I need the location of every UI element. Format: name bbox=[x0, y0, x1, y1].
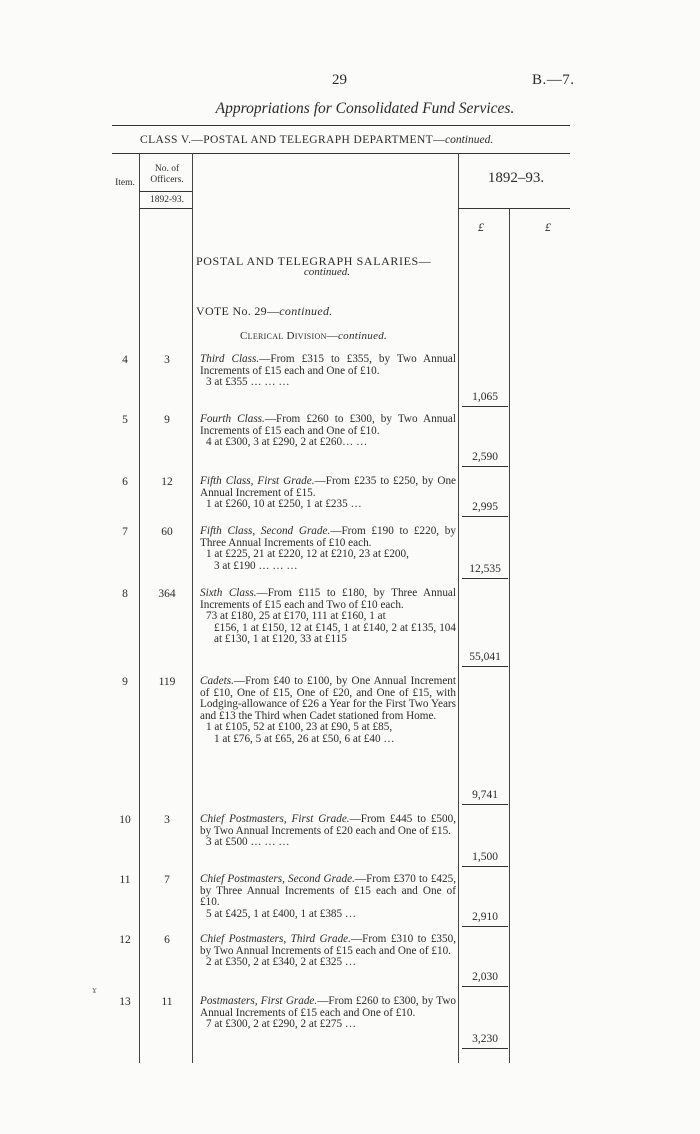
grade-terms: —From £315 to £355, by Two Annual Increments of £15 each and One of £10. bbox=[200, 353, 456, 377]
grade-title: Fifth Class, Second Grade. bbox=[200, 525, 331, 537]
officer-count: 60 bbox=[161, 526, 173, 538]
vote-continued: continued. bbox=[279, 304, 333, 318]
grade-terms: —From £115 to £180, by Three Annual Increments of £15 each and Two of £10 each. bbox=[200, 587, 456, 611]
item-number: 12 bbox=[119, 934, 131, 946]
division-label: Clerical Division— bbox=[240, 330, 338, 342]
amount-rule bbox=[462, 866, 508, 867]
amount-rule bbox=[462, 1048, 508, 1049]
col-line-description bbox=[458, 153, 459, 1063]
class-rule bbox=[112, 153, 570, 154]
row-amount: 3,230 bbox=[472, 1033, 498, 1045]
salary-calculation: 73 at £180, 25 at £170, 111 at £160, 1 at bbox=[206, 610, 386, 622]
salary-calculation-cont: 1 at £76, 5 at £65, 26 at £50, 6 at £40 … bbox=[214, 732, 395, 745]
grade-title: Fifth Class, First Grade. bbox=[200, 475, 315, 487]
officers-year-header: 1892-93. bbox=[149, 195, 185, 205]
item-description bbox=[200, 874, 456, 920]
item-number: 5 bbox=[122, 414, 128, 426]
officer-count: 11 bbox=[161, 996, 173, 1008]
document-reference: B.—7. bbox=[532, 72, 575, 88]
class-line bbox=[140, 134, 493, 146]
grade-title: Chief Postmasters, Third Grade. bbox=[200, 933, 351, 945]
row-amount: 2,995 bbox=[472, 501, 498, 513]
item-description bbox=[200, 354, 456, 389]
salary-calculation: 2 at £350, 2 at £340, 2 at £325 … bbox=[206, 956, 357, 968]
currency-left: £ bbox=[478, 220, 484, 234]
salary-calculation: 7 at £300, 2 at £290, 2 at £275 … bbox=[206, 1018, 357, 1030]
col-line-item bbox=[139, 153, 140, 1063]
amount-rule bbox=[462, 516, 508, 517]
officer-count: 364 bbox=[158, 588, 176, 600]
item-number: 13 bbox=[119, 996, 131, 1008]
page-number: 29 bbox=[332, 72, 347, 88]
officer-count: 7 bbox=[164, 874, 170, 886]
salary-calculation: 3 at £500 … … … bbox=[206, 836, 290, 848]
row-amount: 1,500 bbox=[472, 851, 498, 863]
item-number: 10 bbox=[119, 814, 131, 826]
officer-count: 6 bbox=[164, 934, 170, 946]
grade-terms: —From £310 to £350, by Two Annual Increments of £15 each and One of £10. bbox=[200, 933, 456, 957]
amount-rule bbox=[462, 986, 508, 987]
division-continued: continued. bbox=[337, 330, 388, 342]
item-description bbox=[200, 476, 456, 511]
item-description bbox=[200, 996, 456, 1031]
amount-rule bbox=[462, 466, 508, 467]
item-number: 9 bbox=[122, 676, 128, 688]
amount-rule bbox=[462, 926, 508, 927]
grade-terms: —From £445 to £500, by Two Annual Increments of £20 each and One of £15. bbox=[200, 813, 456, 837]
margin-mark: ɤ bbox=[92, 984, 97, 996]
salary-calculation: 1 at £105, 52 at £100, 23 at £90, 5 at £85, bbox=[206, 721, 393, 733]
salary-calculation: 4 at £300, 3 at £290, 2 at £260… … bbox=[206, 436, 368, 448]
col-line-amount bbox=[509, 208, 510, 1063]
grade-terms: —From £260 to £300, by Two Annual Increments of £15 each and One of £10. bbox=[200, 413, 456, 437]
item-number: 6 bbox=[122, 476, 128, 488]
grade-title: Chief Postmasters, Second Grade. bbox=[200, 873, 355, 885]
grade-title: Fourth Class. bbox=[200, 413, 265, 425]
grade-title: Third Class. bbox=[200, 353, 260, 365]
salary-calculation-cont: 3 at £190 … … … bbox=[214, 559, 298, 572]
class-line-continued: continued. bbox=[445, 134, 494, 146]
item-header: Item. bbox=[115, 178, 135, 188]
grade-terms: —From £190 to £220, by Three Annual Increments of £10 each. bbox=[200, 525, 456, 549]
grade-title: Postmasters, First Grade. bbox=[200, 995, 318, 1007]
year-rule bbox=[458, 208, 570, 209]
amount-rule bbox=[462, 406, 508, 407]
vote-heading bbox=[196, 304, 333, 319]
grade-title: Chief Postmasters, First Grade. bbox=[200, 813, 350, 825]
officers-bottom-rule bbox=[139, 208, 192, 209]
item-number: 8 bbox=[122, 588, 128, 600]
salary-calculation: 1 at £225, 21 at £220, 12 at £210, 23 at £200, bbox=[206, 548, 409, 560]
section-heading-continued: continued. bbox=[303, 266, 351, 278]
grade-terms: —From £40 to £100, by One Annual Increment of £10, One of £15, One of £20, and One of £15, with Lodging-allowance of £26 a Year for the First Two Years and £13 the Third when Cadet stationed from Home. bbox=[200, 675, 456, 722]
division-heading bbox=[240, 330, 387, 342]
row-amount: 2,030 bbox=[472, 971, 498, 983]
grade-title: Cadets. bbox=[200, 675, 234, 687]
grade-terms: —From £370 to £425, by Three Annual Increments of £15 each and One of £10. bbox=[200, 873, 456, 908]
item-description bbox=[200, 414, 456, 449]
item-description bbox=[200, 588, 456, 646]
section-heading: POSTAL AND TELEGRAPH SALARIES— bbox=[196, 254, 432, 268]
officers-subrule bbox=[139, 191, 192, 192]
row-amount: 55,041 bbox=[469, 651, 501, 663]
amount-rule bbox=[462, 804, 508, 805]
item-description bbox=[200, 814, 456, 849]
salary-calculation: 3 at £355 … … … bbox=[206, 376, 290, 388]
officers-header: No. of Officers. bbox=[150, 164, 184, 185]
item-description bbox=[200, 934, 456, 969]
amount-rule bbox=[462, 578, 508, 579]
row-amount: 1,065 bbox=[472, 391, 498, 403]
top-rule bbox=[112, 125, 570, 126]
salary-calculation: 5 at £425, 1 at £400, 1 at £385 … bbox=[206, 907, 357, 920]
grade-terms: —From £260 to £300, by Two Annual Increments of £15 each and One of £10. bbox=[200, 995, 456, 1019]
officer-count: 12 bbox=[161, 476, 173, 488]
currency-right: £ bbox=[545, 220, 551, 234]
financial-year-header: 1892–93. bbox=[487, 170, 545, 186]
officer-count: 119 bbox=[158, 676, 176, 688]
grade-title: Sixth Class. bbox=[200, 587, 257, 599]
item-number: 7 bbox=[122, 526, 128, 538]
page-subtitle: Appropriations for Consolidated Fund Services. bbox=[215, 100, 515, 117]
salary-calculation-cont: £156, 1 at £150, 12 at £145, 1 at £140, 2 at £135, 104 at £130, 1 at £120, 33 at £115 bbox=[214, 621, 456, 645]
row-amount: 9,741 bbox=[472, 789, 498, 801]
officer-count: 9 bbox=[164, 414, 170, 426]
item-number: 11 bbox=[119, 874, 131, 886]
row-amount: 12,535 bbox=[469, 563, 501, 575]
row-amount: 2,590 bbox=[472, 451, 498, 463]
officer-count: 3 bbox=[164, 354, 170, 366]
vote-label: VOTE No. 29— bbox=[196, 304, 280, 318]
amount-rule bbox=[462, 666, 508, 667]
officer-count: 3 bbox=[164, 814, 170, 826]
item-number: 4 bbox=[122, 354, 128, 366]
item-description bbox=[200, 526, 456, 572]
item-description bbox=[200, 676, 456, 745]
grade-terms: —From £235 to £250, by One Annual Increment of £15. bbox=[200, 475, 457, 499]
col-line-officers bbox=[192, 153, 193, 1063]
class-line-text: CLASS V.—POSTAL AND TELEGRAPH DEPARTMENT— bbox=[140, 134, 445, 146]
salary-calculation: 1 at £260, 10 at £250, 1 at £235 … bbox=[206, 498, 362, 510]
row-amount: 2,910 bbox=[472, 911, 498, 923]
